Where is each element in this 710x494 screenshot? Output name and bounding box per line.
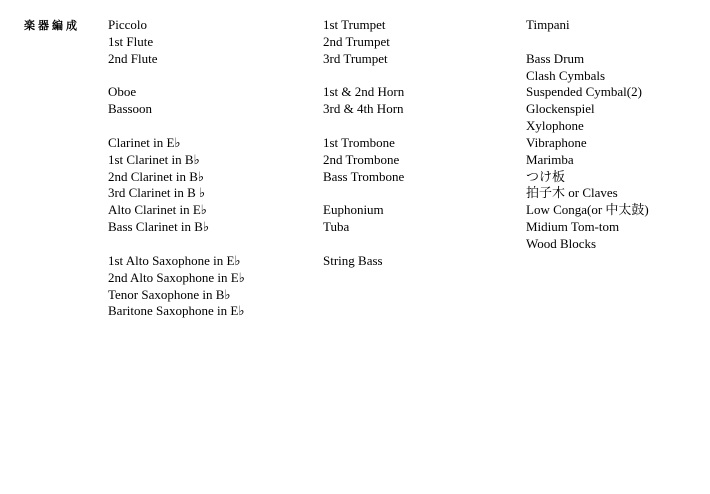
- column-percussion: [526, 17, 649, 253]
- instrument-item: 1st & 2nd Horn: [323, 84, 405, 100]
- instrument-item: Piccolo: [108, 17, 147, 32]
- instrument-item: 3rd Trumpet: [323, 50, 388, 66]
- instrument-item: String Bass: [323, 252, 383, 268]
- page-heading: 楽器編成: [24, 19, 80, 32]
- instrument-item: つけ板: [526, 168, 566, 184]
- instrument-item: Baritone Saxophone in E♭: [108, 303, 245, 319]
- column-woodwinds: [108, 17, 245, 320]
- spacer: [526, 34, 649, 51]
- instrument-item: Clash Cymbals: [526, 67, 606, 83]
- instrument-item: Tuba: [323, 219, 350, 235]
- instrument-item: 1st Clarinet in B♭: [108, 151, 200, 167]
- instrument-item: Midium Tom-tom: [526, 219, 620, 235]
- instrument-item: Bass Drum: [526, 50, 585, 66]
- instrument-item: Low Conga(or 中太鼓): [526, 202, 649, 218]
- instrument-item: Euphonium: [323, 202, 384, 218]
- instrument-item: Alto Clarinet in E♭: [108, 202, 207, 218]
- instrument-item: 2nd Trumpet: [323, 33, 390, 49]
- instrument-item: Tenor Saxophone in B♭: [108, 286, 231, 302]
- instrument-item: Bassoon: [108, 101, 153, 117]
- instrument-item: Timpani: [526, 17, 570, 32]
- spacer: [323, 236, 404, 253]
- spacer: [108, 118, 245, 135]
- instrument-item: 1st Trombone: [323, 134, 395, 150]
- spacer: [323, 118, 404, 135]
- instrument-item: Vibraphone: [526, 134, 587, 150]
- instrument-item: Glockenspiel: [526, 101, 595, 117]
- instrument-item: Bass Trombone: [323, 168, 405, 184]
- instrument-item: Bass Clarinet in B♭: [108, 219, 210, 235]
- instrument-item: Wood Blocks: [526, 235, 597, 251]
- instrument-item: 1st Trumpet: [323, 17, 386, 32]
- instrument-item: Clarinet in E♭: [108, 134, 181, 150]
- spacer: [108, 68, 245, 85]
- instrument-item: 2nd Flute: [108, 50, 158, 66]
- instrument-item: 2nd Trombone: [323, 151, 400, 167]
- instrument-item: Xylophone: [526, 118, 584, 134]
- instrument-item: Marimba: [526, 151, 574, 167]
- spacer: [323, 185, 404, 202]
- instrument-item: 拍子木 or Claves: [526, 185, 618, 201]
- instrument-item: 1st Flute: [108, 33, 154, 49]
- instrument-item: 3rd & 4th Horn: [323, 101, 404, 117]
- instrument-item: Oboe: [108, 84, 137, 100]
- spacer: [323, 68, 404, 85]
- instrument-item: 2nd Clarinet in B♭: [108, 168, 205, 184]
- spacer: [108, 236, 245, 253]
- column-brass-strings: [323, 17, 404, 270]
- instrument-item: Suspended Cymbal(2): [526, 84, 642, 100]
- instrument-item: 2nd Alto Saxophone in E♭: [108, 269, 245, 285]
- instrument-item: 3rd Clarinet in B ♭: [108, 185, 206, 201]
- instrument-item: 1st Alto Saxophone in E♭: [108, 252, 241, 268]
